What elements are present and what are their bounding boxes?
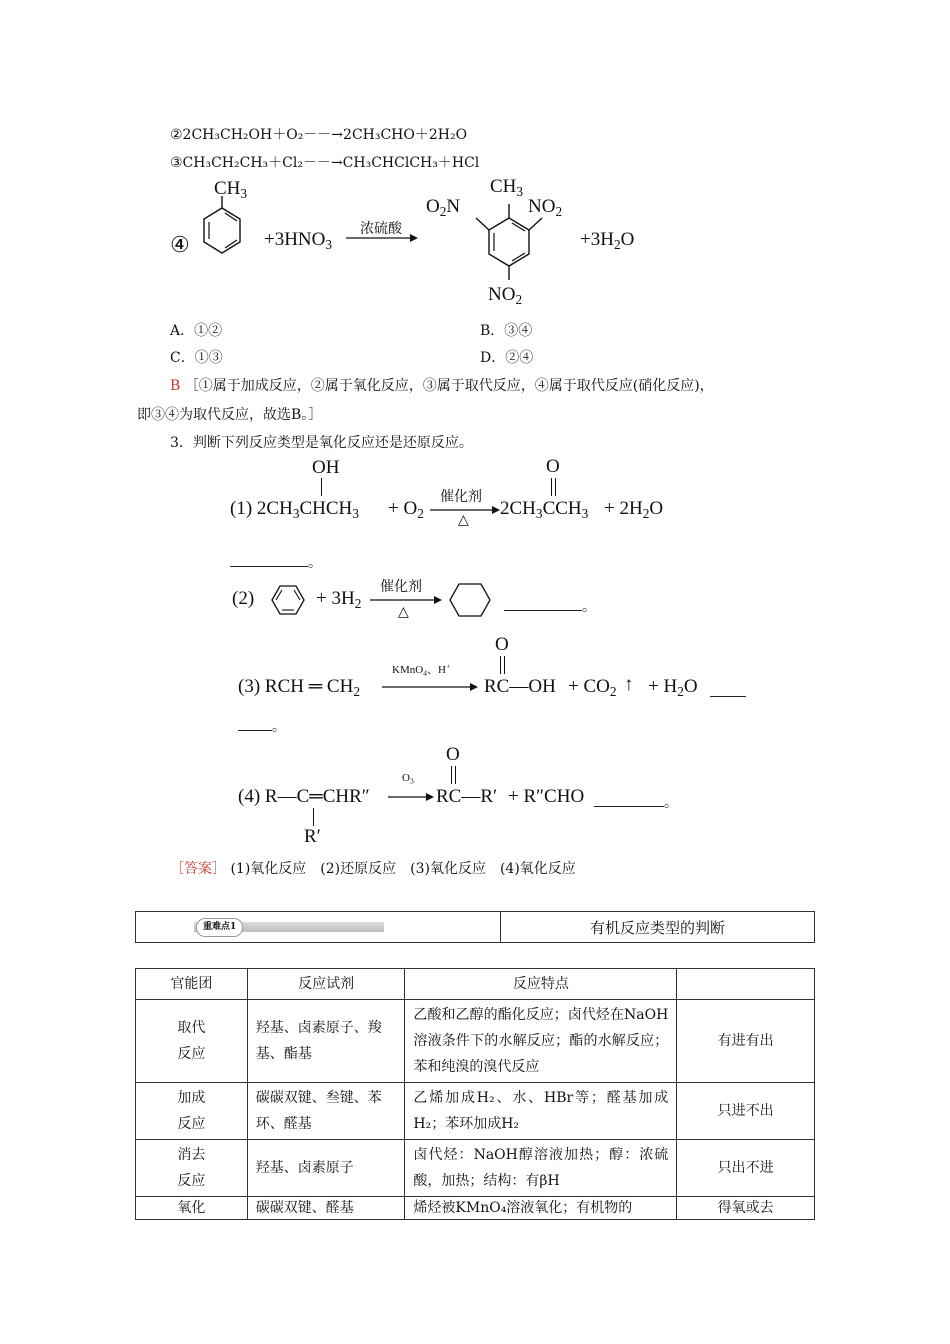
tnt-no2-left: $O_2N$ [426, 196, 461, 219]
equation-3: ③CH₃CH₂CH₃＋Cl₂－－→CH₃CHClCH₃＋HCl [170, 155, 480, 171]
cell-features: 烯烃被KMnO₄溶液氧化；有机物的 [405, 1197, 677, 1220]
equation-4-number: ④ [170, 232, 190, 257]
r2-catalyst: 催化剂 [380, 579, 422, 595]
table-row [136, 1000, 815, 1083]
r4-condition: $O_3$ [402, 772, 414, 786]
table-header [677, 969, 815, 1000]
table-row [136, 1083, 815, 1140]
answer-letter: B [170, 378, 181, 394]
cell-rule: 只进不出 [677, 1083, 815, 1140]
option-a: A．①② [170, 323, 223, 339]
r1-bond [321, 478, 322, 496]
cell-features: 卤代烃：NaOH醇溶液加热；醇：浓硫酸，加热；结构：有βH [405, 1140, 677, 1197]
tnt-no2-right: $NO_2$ [528, 196, 563, 219]
cell-reaction-type: 消去 反应 [136, 1140, 248, 1197]
table-row [136, 1140, 815, 1197]
r3-co2: + $CO_2$ [568, 676, 617, 699]
r3-answer-blank-a[interactable] [710, 696, 746, 697]
r3-water: + $H_2O$ [648, 676, 698, 699]
table-header: 官能团 [136, 969, 248, 1000]
r1-catalyst: 催化剂 [440, 489, 482, 505]
r4-product: RC—R′ [436, 786, 498, 807]
r1-carbonyl-o: O [546, 456, 560, 477]
tnt-no2-bottom: $NO_2$ [488, 284, 523, 307]
r2-label: (2) [232, 588, 255, 609]
r1-product: $2CH_3CCH_3$ [500, 498, 589, 521]
answer-tag: ［答案］ [170, 861, 226, 877]
r3-answer-blank-b[interactable]: 。 [238, 716, 286, 736]
cell-features: 乙烯加成H₂、水、HBr等；醛基加成H₂；苯环加成H₂ [405, 1083, 677, 1140]
r1-water: + $2H_2O$ [604, 498, 664, 521]
r1-oh: OH [312, 457, 340, 478]
cell-functional-groups: 羟基、卤素原子、羧基、酯基 [247, 1000, 405, 1083]
r2-hydrogen: + $3H_2$ [316, 588, 362, 611]
cell-reaction-type: 加成 反应 [136, 1083, 248, 1140]
r3-double-bond-a [500, 656, 501, 674]
cell-reaction-type: 氧化 [136, 1197, 248, 1220]
r3-condition: KMnO$_4$、H+ [392, 661, 451, 678]
r4-carbonyl-o: O [446, 744, 460, 765]
table-row [136, 1197, 815, 1220]
r1-heat: △ [458, 512, 469, 528]
r3-double-bond-b [504, 656, 505, 674]
cell-rule: 只出不进 [677, 1140, 815, 1197]
section-header [135, 911, 815, 943]
r3-reactant: (3) RCH ═ $CH_2$ [238, 676, 360, 699]
condition-conc-h2so4: 浓硫酸 [360, 221, 402, 237]
section-title: 有机反应类型的判断 [501, 912, 815, 943]
cell-features: 乙酸和乙醇的酯化反应；卤代烃在NaOH溶液条件下的水解反应；酯的水解反应；苯和纯溴的溴代反应 [405, 1000, 677, 1083]
cell-functional-groups: 碳碳双键、叁键、苯环、醛基 [247, 1083, 405, 1140]
q3-answer: ［答案］ (1)氧化反应 (2)还原反应 (3)氧化反应 (4)氧化反应 [170, 861, 576, 877]
cell-functional-groups: 碳碳双键、醛基 [247, 1197, 405, 1220]
r1-answer-blank[interactable]: 。 [230, 552, 322, 572]
option-d: D．②④ [480, 350, 534, 366]
water-product: $+3H_2O$ [580, 229, 635, 252]
cell-reaction-type: 取代 反应 [136, 1000, 248, 1083]
r4-reactant: (4) R—C═CHR″ [238, 786, 370, 807]
option-c: C．①③ [170, 350, 223, 366]
r3-carbonyl-o: O [495, 634, 509, 655]
question-3-stem: 3．判断下列反应类型是氧化反应还是还原反应。 [170, 435, 473, 451]
r4-arrow [388, 792, 434, 802]
r4-answer-blank[interactable]: 。 [594, 792, 678, 812]
section-badge-cell [136, 912, 501, 943]
cyclohexane-ring [450, 584, 490, 616]
table-header-row [136, 969, 815, 1000]
tnt-ring [489, 218, 529, 266]
r1-oxygen: + $O_2$ [388, 498, 424, 521]
r4-double-bond-a [451, 766, 452, 784]
equation-2: ②2CH₃CH₂OH＋O₂－－→2CH₃CHO＋2H₂O [170, 127, 468, 143]
r1-double-bond-a [551, 478, 552, 496]
r4-r-prime: R′ [304, 826, 321, 847]
answer-explanation-line2: 即③④为取代反应，故选B。］ [137, 407, 323, 423]
r4-aldehyde: + R″CHO [508, 786, 585, 807]
tnt-ch3: $CH_3$ [490, 176, 524, 199]
r3-arrow [382, 682, 478, 692]
nitric-acid: $+3HNO_3$ [264, 229, 333, 252]
r2-answer-blank[interactable]: 。 [504, 596, 596, 616]
r2-heat: △ [398, 604, 409, 620]
answer-explanation-line1: B ［①属于加成反应，②属于氧化反应，③属于取代反应，④属于取代反应(硝化反应)， [170, 378, 714, 394]
toluene-ch3: $CH_3$ [214, 178, 248, 201]
option-b: B．③④ [480, 323, 533, 339]
cell-rule: 得氧或去 [677, 1197, 815, 1220]
table-header: 反应特点 [405, 969, 677, 1000]
r3-gas-arrow: ↑ [624, 674, 634, 695]
r3-product: RC—OH [484, 676, 556, 697]
cell-functional-groups: 羟基、卤素原子 [247, 1140, 405, 1197]
section-badge: 重难点1 [194, 918, 384, 932]
reaction-types-table [135, 968, 815, 1220]
r4-double-bond-b [455, 766, 456, 784]
cell-rule: 有进有出 [677, 1000, 815, 1083]
table-header: 反应试剂 [247, 969, 405, 1000]
r4-bond [313, 808, 314, 826]
r1-double-bond-b [555, 478, 556, 496]
r1-reactant: (1) $2CH_3CHCH_3$ [230, 498, 359, 521]
